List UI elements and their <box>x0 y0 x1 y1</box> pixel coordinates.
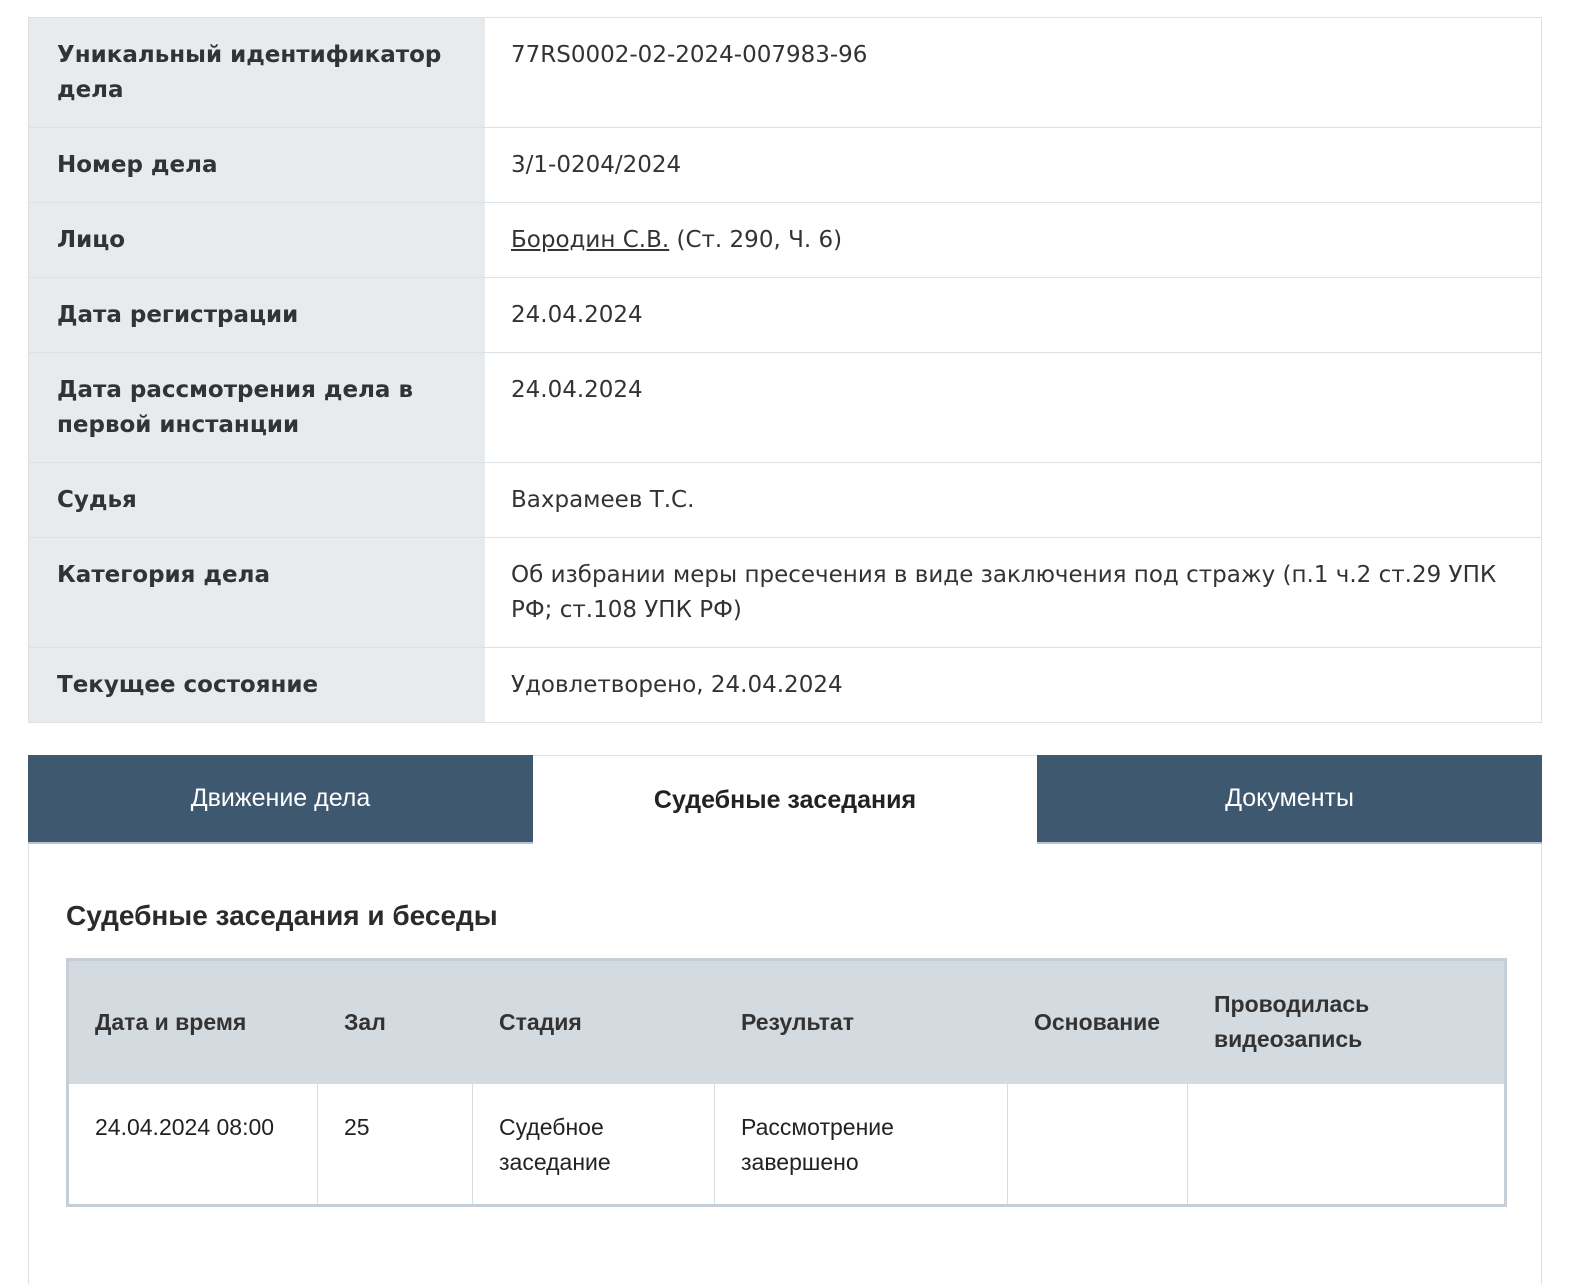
column-header: Дата и время <box>68 960 318 1084</box>
info-row <box>29 463 1542 538</box>
sessions-header-row <box>68 960 1506 1084</box>
sessions-table <box>66 958 1507 1207</box>
session-result: Рассмотрение завершено <box>715 1084 1008 1206</box>
case-info-table <box>28 17 1542 723</box>
info-label: Дата регистрации <box>29 278 486 353</box>
session-hall: 25 <box>318 1084 473 1206</box>
tab-court-sessions[interactable]: Судебные заседания <box>533 755 1037 844</box>
info-label: Дата рассмотрения дела в первой инстанции <box>29 353 486 463</box>
column-header: Проводилась видеозапись <box>1188 960 1506 1084</box>
tab-documents[interactable]: Документы <box>1037 755 1542 844</box>
info-row <box>29 538 1542 648</box>
column-header: Результат <box>715 960 1008 1084</box>
sessions-heading: Судебные заседания и беседы <box>66 900 498 931</box>
info-label: Уникальный идентификатор дела <box>29 18 486 128</box>
sessions-panel <box>28 844 1542 1284</box>
info-row <box>29 353 1542 463</box>
column-header: Стадия <box>473 960 715 1084</box>
session-stage: Судебное заседание <box>473 1084 715 1206</box>
info-value: Вахрамеев Т.С. <box>485 463 1542 538</box>
table-row <box>68 1084 1506 1206</box>
info-label: Номер дела <box>29 128 486 203</box>
info-label: Категория дела <box>29 538 486 648</box>
session-video <box>1188 1084 1506 1206</box>
info-row <box>29 18 1542 128</box>
case-tabs <box>28 755 1542 844</box>
info-value: 3/1-0204/2024 <box>485 128 1542 203</box>
info-row <box>29 278 1542 353</box>
tab-case-movement[interactable]: Движение дела <box>28 755 533 844</box>
person-article: (Ст. 290, Ч. 6) <box>676 227 843 253</box>
info-value: Об избрании меры пресечения в виде заключения под стражу (п.1 ч.2 ст.29 УПК РФ; ст.108 УПК РФ) <box>485 538 1542 648</box>
case-page <box>28 17 1542 1175</box>
info-value: Удовлетворено, 24.04.2024 <box>485 648 1542 723</box>
column-header: Основание <box>1008 960 1188 1084</box>
info-row <box>29 128 1542 203</box>
info-row <box>29 203 1542 278</box>
info-value: 24.04.2024 <box>485 278 1542 353</box>
info-value: 77RS0002-02-2024-007983-96 <box>485 18 1542 128</box>
column-header: Зал <box>318 960 473 1084</box>
person-link[interactable]: Бородин С.В. <box>511 227 670 253</box>
info-label: Лицо <box>29 203 486 278</box>
info-value <box>485 203 1542 278</box>
info-label: Судья <box>29 463 486 538</box>
info-value: 24.04.2024 <box>485 353 1542 463</box>
info-label: Текущее состояние <box>29 648 486 723</box>
info-row <box>29 648 1542 723</box>
session-basis <box>1008 1084 1188 1206</box>
session-datetime: 24.04.2024 08:00 <box>68 1084 318 1206</box>
